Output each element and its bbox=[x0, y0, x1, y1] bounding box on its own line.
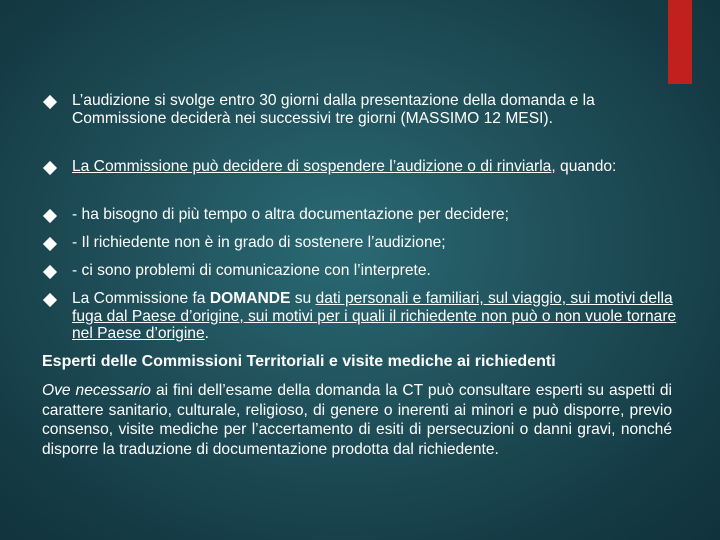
bullet-text bbox=[72, 290, 682, 343]
text-run: , quando: bbox=[551, 158, 617, 175]
text-run: e la bbox=[565, 92, 595, 109]
text-run: entro 30 giorni dalla presentazione della domanda bbox=[219, 92, 566, 109]
bullet-text: - ci sono problemi di comunicazione con l’interprete. bbox=[72, 262, 431, 279]
diamond-bullet-icon bbox=[43, 237, 57, 251]
body-paragraph bbox=[42, 381, 672, 459]
diamond-bullet-icon bbox=[43, 209, 57, 223]
text-run: su bbox=[290, 290, 316, 307]
diamond-bullet-icon bbox=[43, 95, 57, 109]
bullet-text bbox=[72, 158, 682, 176]
text-run: Commissione deciderà nei successivi tre giorni (MASSIMO 12 MESI) bbox=[72, 109, 549, 127]
diamond-bullet-icon bbox=[43, 293, 57, 307]
italic-text: Ove necessario bbox=[42, 382, 151, 399]
section-heading: Esperti delle Commissioni Territoriali e visite mediche ai richiedenti bbox=[42, 353, 556, 370]
bold-text: DOMANDE bbox=[209, 290, 291, 307]
bullet-text bbox=[72, 92, 682, 127]
underlined-text: dati personali e familiari, sul viaggio, sui motivi della fuga dal Paese d’origine, sui motivi per i quali il richiedente non può o non vuole tornare nel Paese d’origine bbox=[72, 290, 677, 342]
text-run: . bbox=[204, 325, 209, 342]
bullet-text: - ha bisogno di più tempo o altra documentazione per decidere; bbox=[72, 206, 509, 223]
underlined-text: La Commissione può decidere di sospendere l’audizione o di rinviarla bbox=[72, 158, 552, 175]
text-run: . bbox=[548, 109, 553, 127]
bullet-text: - Il richiedente non è in grado di sostenere l’audizione; bbox=[72, 234, 446, 251]
red-accent-bar bbox=[668, 0, 692, 84]
text-run: ai fini dell’esame della domanda la CT può consultare esperti su aspetti di carattere sanitario, culturale, religioso, di genere o inerenti ai minori e può disporre, previo consenso, visite mediche per l’accertamento di esiti di persecuzioni o danni gravi, nonché disporre la traduzione di documentazione prodotta dal richiedente. bbox=[42, 382, 673, 458]
text-run: La Commissione fa bbox=[72, 290, 210, 307]
diamond-bullet-icon bbox=[43, 161, 57, 175]
text-run: L’audizione si svolge bbox=[72, 92, 220, 109]
diamond-bullet-icon bbox=[43, 265, 57, 279]
